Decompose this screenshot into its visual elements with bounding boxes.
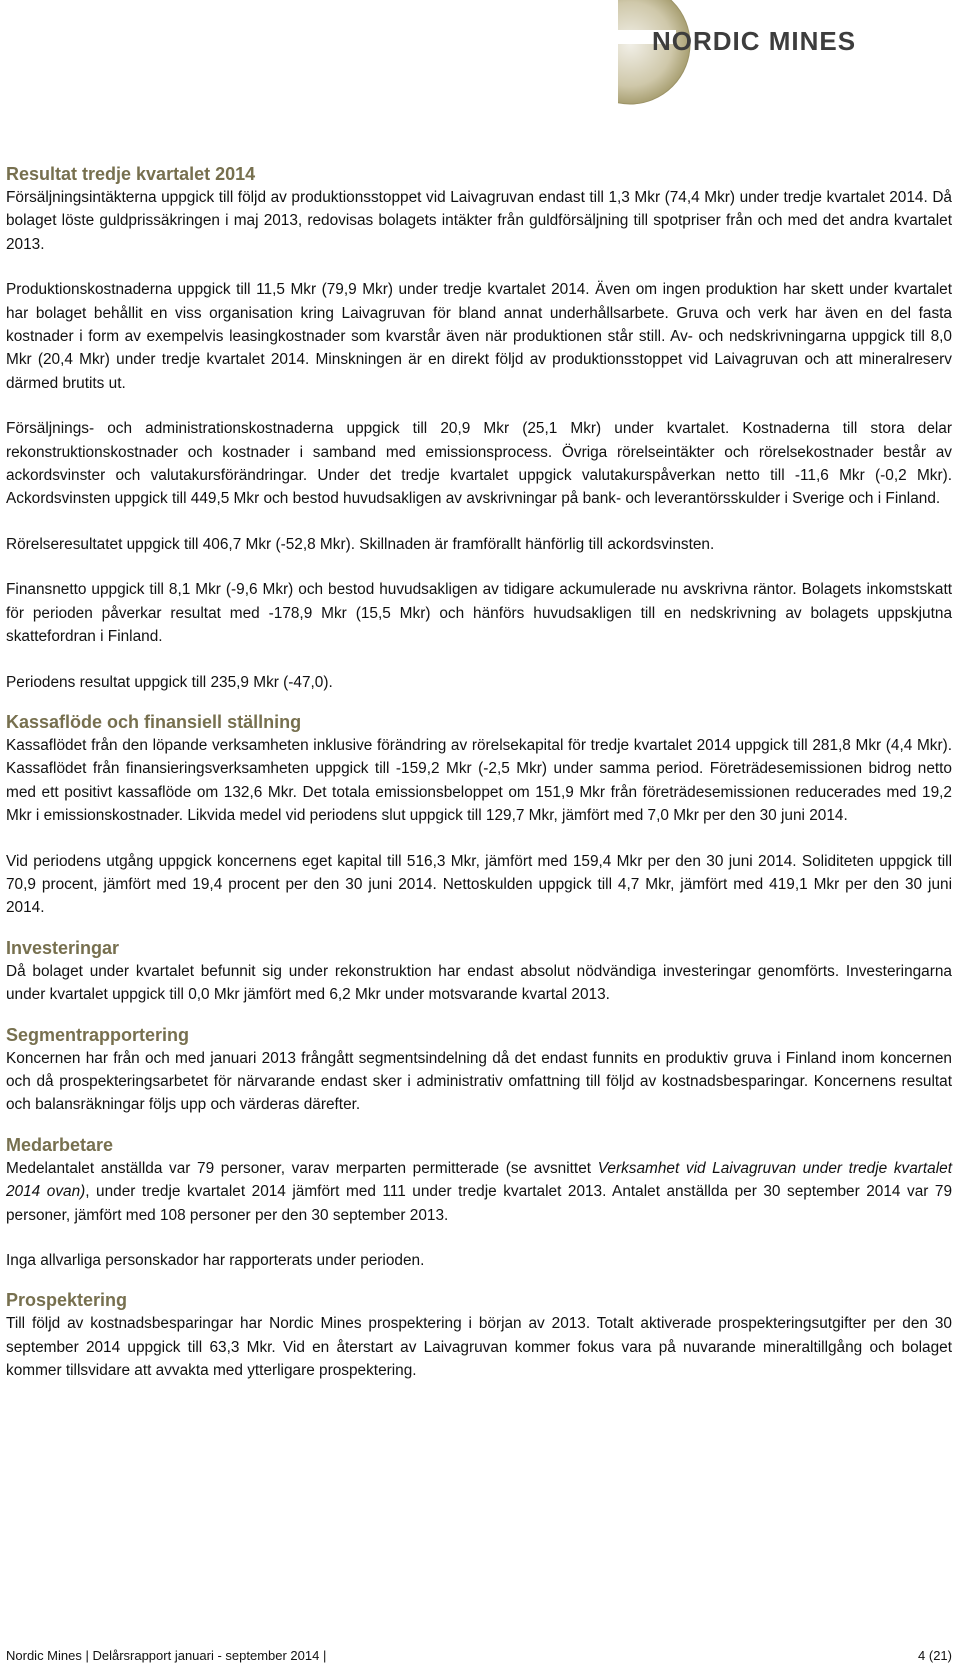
paragraph-periodens-resultat: Periodens resultat uppgick till 235,9 Mkr (-47,0).: [6, 673, 333, 691]
heading-prospektering: Prospektering: [6, 1290, 128, 1311]
medarbetare-text-b: , under tredje kvartalet 2014 jämfört med 111 under tredje kvartalet 2013. Antalet anställda per 30 september 2014 var 79 personer, jämfört med 108 personer per den 30 september 2013.: [6, 1183, 953, 1224]
paragraph-personskador: Inga allvarliga personskador har rapporterats under perioden.: [6, 1252, 425, 1269]
footer-document-title: Nordic Mines | Delårsrapport januari - september 2014 |: [6, 1648, 327, 1663]
medarbetare-text-a: Medelantalet anställda var 79 personer, varav merparten permitterade (se avsnittet: [6, 1159, 598, 1177]
logo-text: NORDIC MINES: [652, 26, 857, 56]
page-footer: [6, 1648, 952, 1663]
heading-medarbetare: Medarbetare: [6, 1134, 114, 1155]
paragraph-prospektering: Till följd av kostnadsbesparingar har Nordic Mines prospektering i början av 2013. Totalt aktiverade prospekteringsutgifter per den 30 september 2014 uppgick till 63,3 Mkr. Vid en återstart av Laivagruvan kommer fokus vara på nuvarande mineraltillgång och bolaget kommer tillsvidare att avvakta med ytterligare prospektering.: [6, 1315, 952, 1380]
paragraph-kassaflode: Kassaflödet från den löpande verksamheten inklusive förändring av rörelsekapital för tredje kvartalet 2014 uppgick till 281,8 Mkr (4,4 Mkr). Kassaflödet från finansieringsverksamheten uppgick till -159,2 Mkr (-2,5 Mkr) under samma period. Företrädesemissionen bidrog netto med ett positivt kassaflöde om 132,6 Mkr. Det totala emissionsbeloppet om 151,9 Mkr från företrädesemissionen reducerades med 19,2 Mkr i emissionskostnader. Likvida medel vid periodens slut uppgick till 129,7 Mkr, jämfört med 7,0 Mkr per den 30 juni 2014.: [6, 736, 952, 825]
paragraph-medarbetare: [6, 1157, 952, 1227]
paragraph-administrationskostnader: Försäljnings- och administrationskostnaderna uppgick till 20,9 Mkr (25,1 Mkr) under kvartalet. Kostnaderna till stora delar rekonstruktionskostnader och kostnader i samband med emissionsprocess. Övriga rörelseintäkter och rörelsekostnader består av ackordsvinster och valutakursförändringar. Under det tredje kvartalet uppgick valutakurspåverkan netto till -11,6 Mkr (-0,2 Mkr). Ackordsvinsten uppgick till 449,5 Mkr och bestod huvudsakligen av avskrivningar på bank- och leverantörsskulder i Sverige och i Finland.: [6, 420, 952, 508]
paragraph-eget-kapital: Vid periodens utgång uppgick koncernens eget kapital till 516,3 Mkr, jämfört med 159,4 Mkr per den 30 juni 2014. Soliditeten uppgick till 70,9 procent, jämfört med 19,4 procent per den 30 juni 2014. Nettoskulden uppgick till 4,7 Mkr, jämfört med 419,1 Mkr per den 30 juni 2014.: [6, 852, 952, 917]
paragraph-finansnetto: Finansnetto uppgick till 8,1 Mkr (-9,6 Mkr) och bestod huvudsakligen av tidigare ackumulerade nu avskrivna räntor. Bolagets inkomstskatt för perioden påverkar resultat med -178,9 Mkr (15,5 Mkr) och hänförs huvudsakligen till en nedskrivning av bolagets uppskjutna skattefordran i Finland.: [6, 581, 952, 646]
paragraph-rorelseresultat: Rörelseresultatet uppgick till 406,7 Mkr (-52,8 Mkr). Skillnaden är framförallt hänförlig till ackordsvinsten.: [6, 535, 715, 553]
logo-graphic: [618, 0, 938, 120]
document-body: [6, 162, 952, 1383]
paragraph-forsaljning: Försäljningsintäkterna uppgick till följd av produktionsstoppet vid Laivagruvan endast till 1,3 Mkr (74,4 Mkr) under tredje kvartalet 2014. Då bolaget löste guldprissäkringen i maj 2013, redovisas bolagets intäkter från guldförsäljning till spotpriser från och med det andra kvartalet 2013.: [6, 189, 952, 253]
heading-kassaflode: Kassaflöde och finansiell ställning: [6, 711, 302, 732]
medarbetare-text-italic: Verksamhet vid Laivagruvan under tredje kvartalet 2014 ovan): [6, 1159, 952, 1201]
footer-page-number: 4 (21): [918, 1648, 952, 1663]
heading-investeringar: Investeringar: [6, 937, 120, 958]
heading-resultat: Resultat tredje kvartalet 2014: [6, 164, 256, 184]
paragraph-segmentrapportering: Koncernen har från och med januari 2013 frångått segmentsindelning då det endast funnits en produktiv gruva i Finland inom koncernen och då prospekteringsarbetet för närvarande endast sker i administrativ omfattning till följd av kostnadsbesparingar. Koncernens resultat och balansräkningar följs upp och värderas därefter.: [6, 1049, 952, 1114]
heading-segmentrapportering: Segmentrapportering: [6, 1024, 190, 1045]
nordic-mines-logo: [618, 0, 938, 120]
paragraph-produktionskostnader: Produktionskostnaderna uppgick till 11,5 Mkr (79,9 Mkr) under tredje kvartalet 2014. Även om ingen produktion har skett under kvartalet har bolaget behållit en viss organisation kring Laivagruvan för bland annat underhållsarbete. Gruva och verk har även en del fasta kostnader i form av exempelvis leasingkostnader som kvarstår även när produktionen står still. Av- och nedskrivningarna uppgick till 8,0 Mkr (20,4 Mkr) under tredje kvartalet 2014. Minskningen är en direkt följd av produktionsstoppet vid Laivagruvan och att mineralreserv därmed brutits ut.: [6, 281, 952, 392]
paragraph-investeringar: Då bolaget under kvartalet befunnit sig under rekonstruktion har endast absolut nödvändiga investeringar genomförts. Investeringarna under kvartalet uppgick till 0,0 Mkr jämfört med 6,2 Mkr under motsvarande kvartal 2013.: [6, 962, 952, 1004]
